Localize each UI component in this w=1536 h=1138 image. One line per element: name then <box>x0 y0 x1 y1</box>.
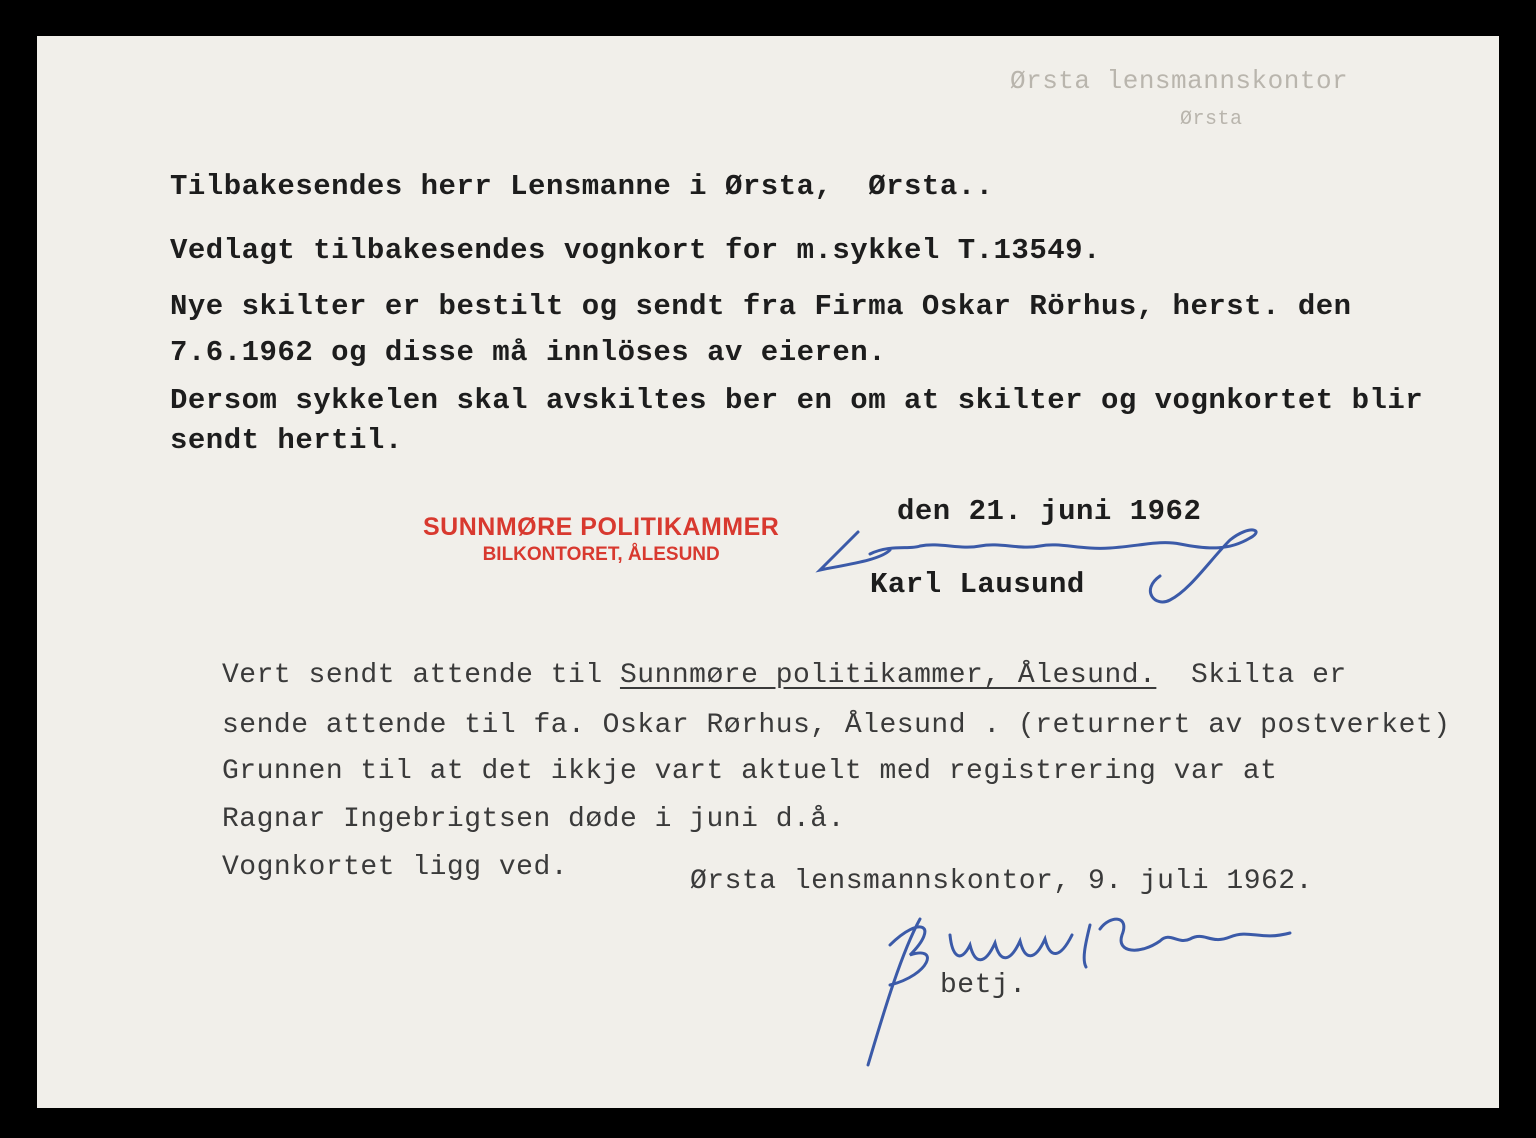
police-stamp <box>423 512 779 567</box>
reply-addressee-underlined: Sunnmøre politikammer, Ålesund. <box>619 660 1157 691</box>
letter-signer: Karl Lausund <box>870 568 1085 601</box>
letter-line-2: Vedlagt tilbakesendes vognkort for m.sykkel T.13549. <box>170 234 1101 267</box>
letter-date: den 21. juni 1962 <box>897 495 1202 528</box>
reply-line-5: Vognkortet ligg ved. <box>222 852 569 883</box>
reply-place-date: Ørsta lensmannskontor, 9. juli 1962. <box>690 866 1313 897</box>
faint-header-line-2: Ørsta <box>1180 108 1243 131</box>
letter-line-5: Dersom sykkelen skal avskiltes ber en om at skilter og vognkortet blir <box>170 384 1424 417</box>
reply-title: betj. <box>940 970 1027 1001</box>
letter-line-6: sendt hertil. <box>170 424 403 457</box>
reply-line-1 <box>222 660 1347 691</box>
stamp-line-2: BILKONTORET, ÅLESUND <box>482 544 720 566</box>
letter-line-4: 7.6.1962 og disse må innlöses av eieren. <box>170 336 887 369</box>
reply-line-1-end: Skilta er <box>1156 660 1347 691</box>
stamp-line-1: SUNNMØRE POLITIKAMMER <box>423 513 780 541</box>
faint-header-line-1: Ørsta lensmannskontor <box>1010 66 1349 96</box>
reply-line-1-start: Vert sendt attende til <box>222 660 620 691</box>
reply-line-4: Ragnar Ingebrigtsen døde i juni d.å. <box>222 804 845 835</box>
letter-line-3: Nye skilter er bestilt og sendt fra Firma Oskar Rörhus, herst. den <box>170 290 1352 323</box>
signature-betjent <box>860 905 1310 1075</box>
letter-line-1: Tilbakesendes herr Lensmanne i Ørsta, Ørsta.. <box>170 170 994 203</box>
reply-line-2: sende attende til fa. Oskar Rørhus, Ålesund . (returnert av postverket) <box>222 710 1451 741</box>
reply-line-3: Grunnen til at det ikkje vart aktuelt med registrering var at <box>222 756 1278 787</box>
